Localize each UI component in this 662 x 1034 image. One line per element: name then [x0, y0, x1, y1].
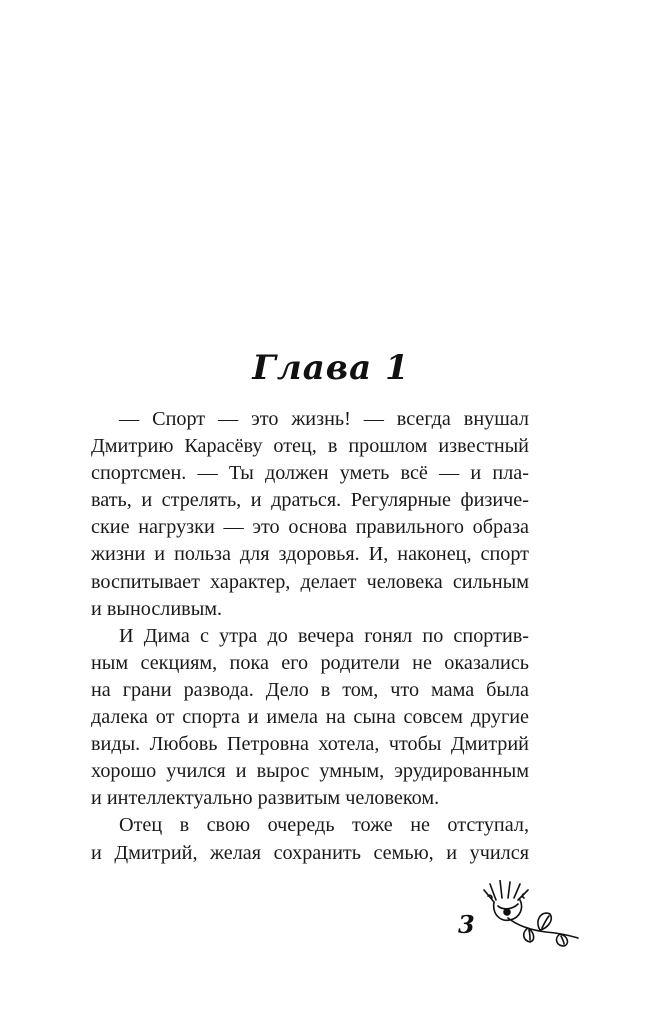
- page-footer: [440, 880, 590, 950]
- text-line: — Спорт — это жизнь! — всегда внушал: [119, 408, 529, 430]
- flower-ornament-icon: [470, 880, 582, 948]
- text-line: И Дима с утра до вечера гонял по спортив-: [119, 624, 529, 647]
- text-line: ские нагрузки — это основа правильного образа: [91, 516, 529, 539]
- text-line: Дмитрию Карасёву отец, в прошлом известный: [91, 435, 529, 458]
- text-line: спортсмен. — Ты должен уметь всё — и пла-: [91, 462, 529, 485]
- text-line: на грани развода. Дело в том, что мама была: [91, 678, 529, 701]
- text-line: и выносливым.: [91, 597, 223, 620]
- text-line: воспитывает характер, делает человека сильным: [91, 570, 529, 593]
- text-line: далека от спорта и имела на сына совсем другие: [91, 706, 529, 729]
- text-line: виды. Любовь Петровна хотела, чтобы Дмитрий: [91, 733, 529, 756]
- text-line: Отец в свою очередь тоже не отступал,: [119, 814, 529, 837]
- chapter-title: Глава 1: [252, 348, 410, 388]
- text-line: хорошо учился и вырос умным, эрудированным: [91, 760, 529, 783]
- page-number: 3: [458, 910, 475, 939]
- text-line: вать, и стрелять, и драться. Регулярные физиче-: [91, 489, 529, 512]
- text-line: и интеллектуально развитым человеком.: [91, 787, 440, 810]
- text-line: и Дмитрий, желая сохранить семью, и учился: [91, 841, 529, 864]
- text-line: ным секциям, пока его родители не оказались: [91, 651, 529, 674]
- chapter-body: [91, 406, 529, 867]
- text-line: жизни и польза для здоровья. И, наконец, спорт: [91, 543, 529, 566]
